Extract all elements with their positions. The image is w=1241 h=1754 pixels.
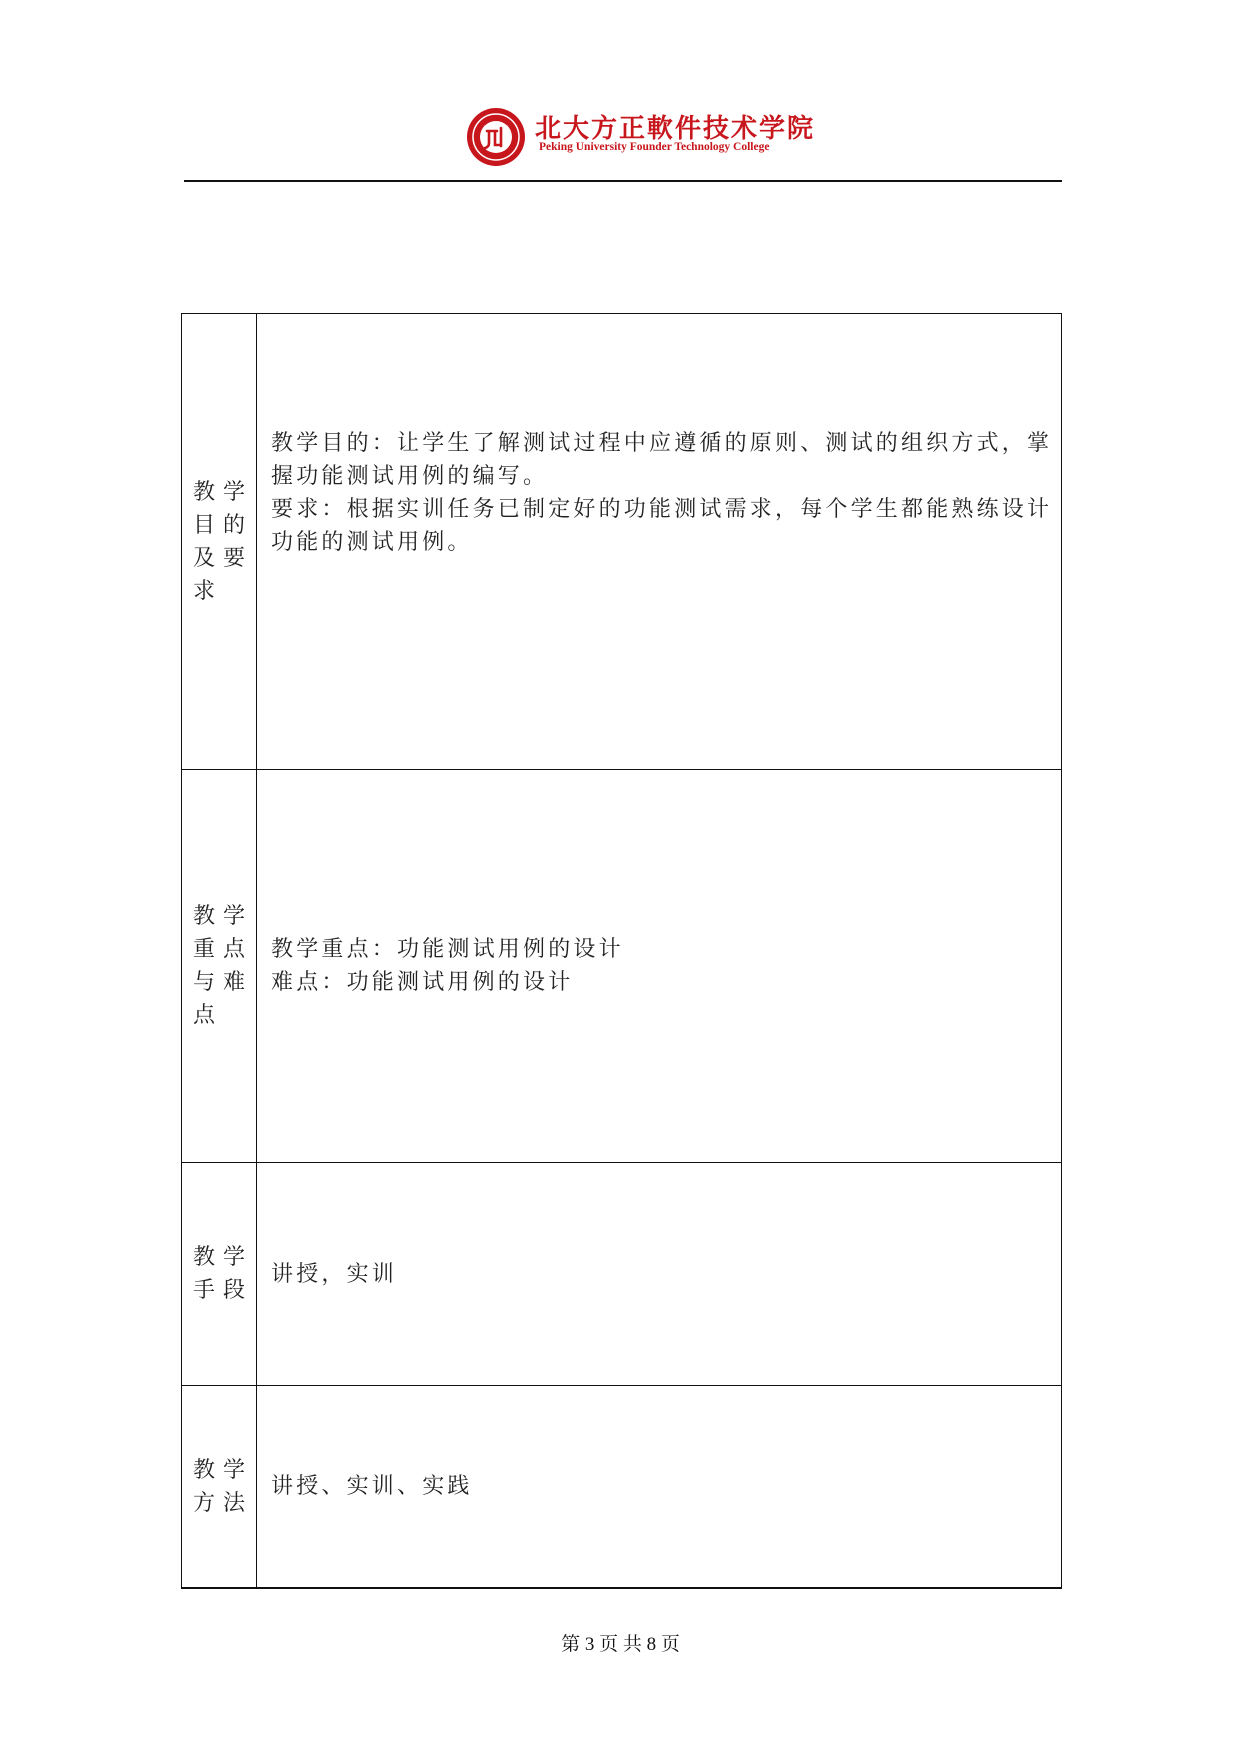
row-content-cell — [257, 1163, 1062, 1386]
row-content-cell — [257, 770, 1062, 1163]
content-line: 教学目的：让学生了解测试过程中应遵循的原则、测试的组织方式，掌 — [271, 430, 1053, 456]
header-divider — [184, 180, 1062, 182]
row-content-cell — [257, 1386, 1062, 1589]
row-label: 教学方法 — [193, 1457, 254, 1516]
table-row — [182, 1163, 1062, 1386]
teaching-plan-table — [181, 313, 1062, 1589]
row-label: 教学目的及要求 — [193, 479, 254, 604]
college-seal-icon — [465, 106, 527, 168]
content-line: 要求：根据实训任务已制定好的功能测试需求，每个学生都能熟练设计 — [271, 496, 1053, 522]
table-row — [182, 314, 1062, 770]
row-label: 教学重点与难点 — [193, 904, 254, 1028]
row-content-cell — [257, 314, 1062, 770]
content-line: 讲授、实训、实践 — [271, 1474, 473, 1499]
table-row — [182, 770, 1062, 1163]
page-number: 第 3 页 共 8 页 — [561, 1634, 680, 1655]
college-name-cn: 北大方正軟件技术学院 — [535, 114, 816, 144]
row-label-cell — [182, 1386, 257, 1589]
row-label-cell — [182, 314, 257, 770]
row-label-cell — [182, 770, 257, 1163]
header-logo — [465, 100, 816, 172]
content-line: 教学重点：功能测试用例的设计 — [271, 937, 624, 962]
row-label: 教学手段 — [193, 1245, 254, 1303]
content-line: 功能的测试用例。 — [271, 529, 473, 555]
row-label-cell — [182, 1163, 257, 1386]
content-line: 难点：功能测试用例的设计 — [271, 970, 574, 995]
table-row — [182, 1386, 1062, 1589]
content-line: 握功能测试用例的编写。 — [271, 463, 549, 489]
content-line: 讲授，实训 — [271, 1261, 398, 1287]
college-name-en: Peking University Founder Technology College — [539, 141, 770, 153]
